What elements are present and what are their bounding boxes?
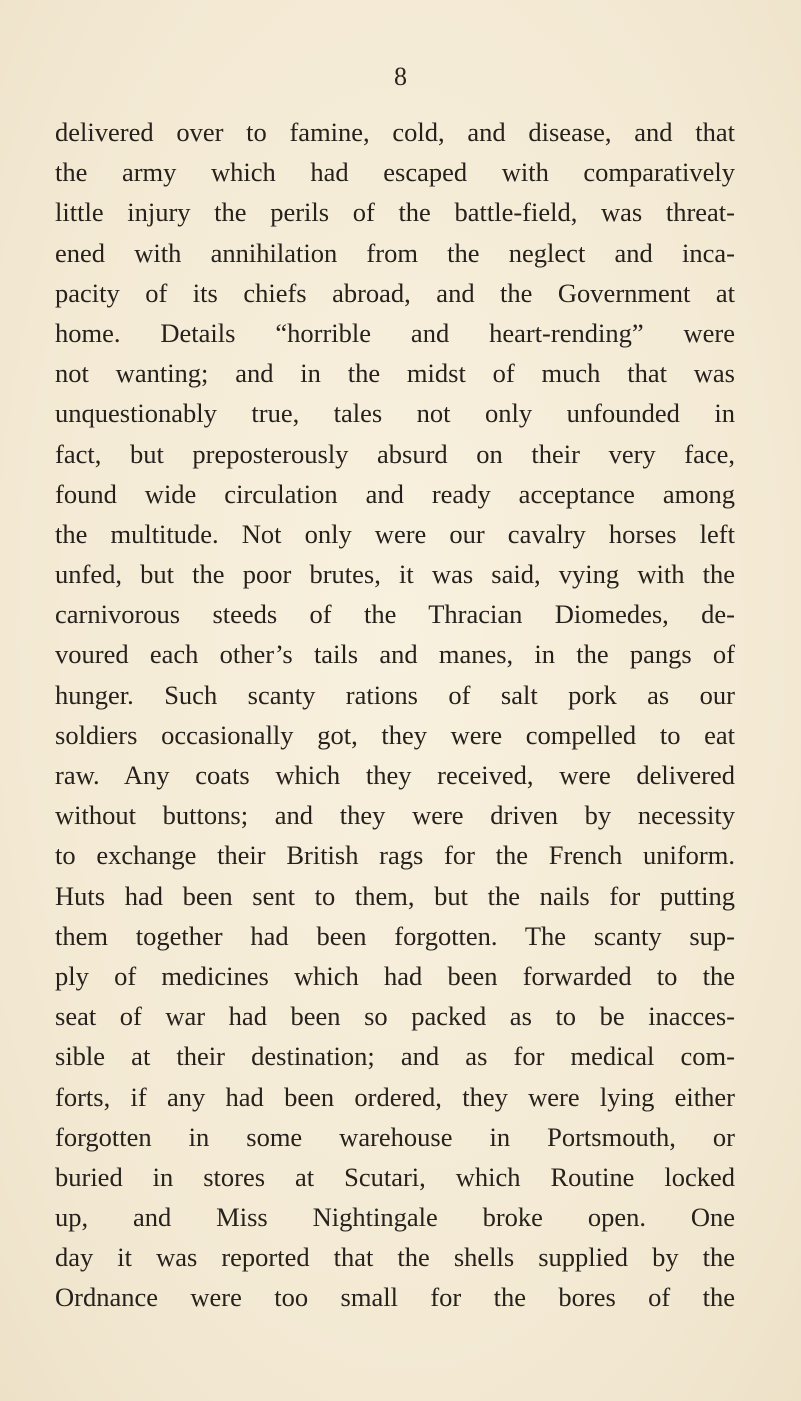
text-line: forgotten in some warehouse in Portsmouth, or: [55, 1121, 735, 1152]
text-line: Ordnance were too small for the bores of the: [55, 1282, 735, 1313]
text-line: pacity of its chiefs abroad, and the Government at: [55, 277, 735, 308]
text-line: the multitude. Not only were our cavalry horses left: [55, 518, 735, 549]
text-line: sible at their destination; and as for medical com-: [55, 1041, 735, 1072]
text-line: forts, if any had been ordered, they were lying either: [55, 1081, 735, 1112]
text-line: carnivorous steeds of the Thracian Diomedes, de-: [55, 599, 735, 630]
text-line: to exchange their British rags for the French uniform.: [55, 840, 735, 871]
text-line: buried in stores at Scutari, which Routine locked: [55, 1161, 735, 1192]
text-line: without buttons; and they were driven by necessity: [55, 800, 735, 831]
text-line: soldiers occasionally got, they were compelled to eat: [55, 719, 735, 750]
text-line: voured each other’s tails and manes, in the pangs of: [55, 639, 735, 670]
text-line: not wanting; and in the midst of much that was: [55, 358, 735, 389]
text-line: seat of war had been so packed as to be inacces-: [55, 1001, 735, 1032]
text-line: hunger. Such scanty rations of salt pork as our: [55, 679, 735, 710]
text-line: home. Details “horrible and heart-rending” were: [55, 317, 735, 348]
text-line: the army which had escaped with comparatively: [55, 157, 735, 188]
text-line: fact, but preposterously absurd on their very face,: [55, 438, 735, 469]
text-line: up, and Miss Nightingale broke open. One: [55, 1202, 735, 1233]
text-line: unquestionably true, tales not only unfounded in: [55, 398, 735, 429]
text-line: day it was reported that the shells supplied by the: [55, 1242, 735, 1273]
text-line: ened with annihilation from the neglect and inca-: [55, 237, 735, 268]
text-line: found wide circulation and ready acceptance among: [55, 478, 735, 509]
text-line: Huts had been sent to them, but the nails for putting: [55, 880, 735, 911]
text-line: little injury the perils of the battle-field, was threat-: [55, 197, 735, 228]
text-line: unfed, but the poor brutes, it was said, vying with the: [55, 559, 735, 590]
text-line: delivered over to famine, cold, and disease, and that: [55, 117, 735, 147]
text-line: them together had been forgotten. The scanty sup-: [55, 920, 735, 951]
text-line: ply of medicines which had been forwarded to the: [55, 960, 735, 991]
body-text: [55, 112, 735, 1318]
page-number: 8: [394, 62, 407, 91]
text-line: raw. Any coats which they received, were delivered: [55, 760, 735, 790]
